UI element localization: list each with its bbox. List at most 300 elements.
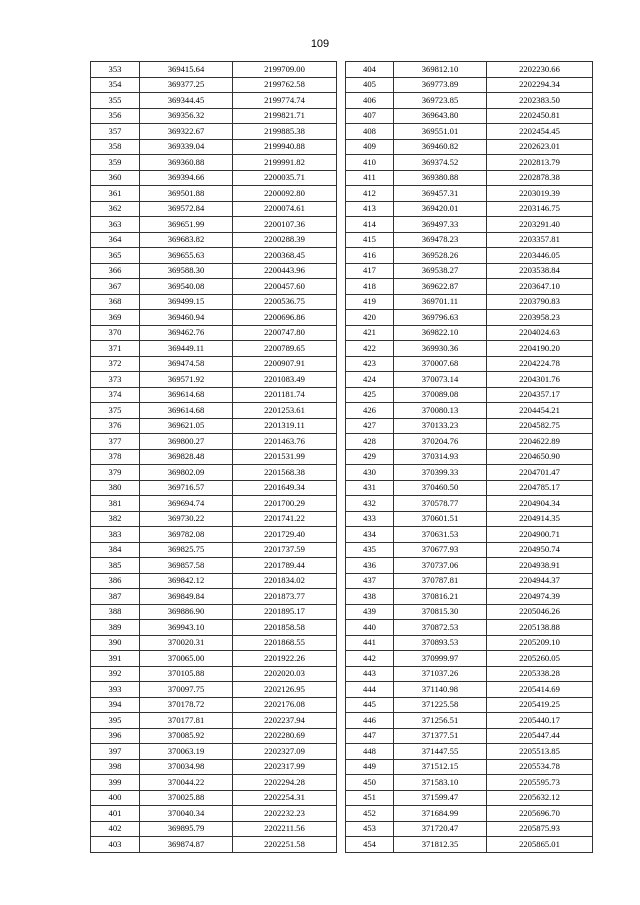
y-coordinate-cell: 2202623.01 xyxy=(487,139,593,155)
y-coordinate-cell: 2202126.95 xyxy=(233,682,337,698)
x-coordinate-cell: 369842.12 xyxy=(140,573,233,589)
x-coordinate-cell: 369694.74 xyxy=(140,496,233,512)
x-coordinate-cell: 371583.10 xyxy=(394,775,487,791)
x-coordinate-cell: 369457.31 xyxy=(394,186,487,202)
table-row xyxy=(91,294,337,310)
y-coordinate-cell: 2204301.76 xyxy=(487,372,593,388)
table-row xyxy=(91,434,337,450)
y-coordinate-cell: 2205209.10 xyxy=(487,635,593,651)
x-coordinate-cell: 369572.84 xyxy=(140,201,233,217)
table-row xyxy=(346,449,593,465)
y-coordinate-cell: 2205138.88 xyxy=(487,620,593,636)
point-number-cell: 366 xyxy=(91,263,140,279)
y-coordinate-cell: 2204224.78 xyxy=(487,356,593,372)
x-coordinate-cell: 369622.87 xyxy=(394,279,487,295)
table-row xyxy=(346,108,593,124)
y-coordinate-cell: 2201568.38 xyxy=(233,465,337,481)
point-number-cell: 417 xyxy=(346,263,394,279)
x-coordinate-cell: 370460.50 xyxy=(394,480,487,496)
point-number-cell: 441 xyxy=(346,635,394,651)
y-coordinate-cell: 2199821.71 xyxy=(233,108,337,124)
x-coordinate-cell: 369497.33 xyxy=(394,217,487,233)
y-coordinate-cell: 2201253.61 xyxy=(233,403,337,419)
point-number-cell: 356 xyxy=(91,108,140,124)
table-row xyxy=(91,728,337,744)
y-coordinate-cell: 2202383.50 xyxy=(487,93,593,109)
table-row xyxy=(91,248,337,264)
x-coordinate-cell: 369344.45 xyxy=(140,93,233,109)
x-coordinate-cell: 371812.35 xyxy=(394,837,487,853)
y-coordinate-cell: 2202232.23 xyxy=(233,806,337,822)
table-row xyxy=(91,263,337,279)
x-coordinate-cell: 370177.81 xyxy=(140,713,233,729)
x-coordinate-cell: 369614.68 xyxy=(140,403,233,419)
table-row xyxy=(91,387,337,403)
y-coordinate-cell: 2205534.78 xyxy=(487,759,593,775)
table-row xyxy=(91,511,337,527)
x-coordinate-cell: 370073.14 xyxy=(394,372,487,388)
x-coordinate-cell: 370097.75 xyxy=(140,682,233,698)
point-number-cell: 368 xyxy=(91,294,140,310)
coordinate-table-left xyxy=(90,61,337,853)
point-number-cell: 437 xyxy=(346,573,394,589)
y-coordinate-cell: 2204582.75 xyxy=(487,418,593,434)
x-coordinate-cell: 369812.10 xyxy=(394,62,487,78)
point-number-cell: 440 xyxy=(346,620,394,636)
table-row xyxy=(346,558,593,574)
x-coordinate-cell: 370020.31 xyxy=(140,635,233,651)
x-coordinate-cell: 369716.57 xyxy=(140,480,233,496)
point-number-cell: 435 xyxy=(346,542,394,558)
x-coordinate-cell: 369322.67 xyxy=(140,124,233,140)
y-coordinate-cell: 2202450.81 xyxy=(487,108,593,124)
point-number-cell: 415 xyxy=(346,232,394,248)
y-coordinate-cell: 2203958.23 xyxy=(487,310,593,326)
point-number-cell: 428 xyxy=(346,434,394,450)
y-coordinate-cell: 2203146.75 xyxy=(487,201,593,217)
y-coordinate-cell: 2203019.39 xyxy=(487,186,593,202)
point-number-cell: 446 xyxy=(346,713,394,729)
table-row xyxy=(346,356,593,372)
y-coordinate-cell: 2202294.28 xyxy=(233,775,337,791)
point-number-cell: 373 xyxy=(91,372,140,388)
coordinate-table-right-body xyxy=(346,62,593,853)
point-number-cell: 380 xyxy=(91,480,140,496)
point-number-cell: 431 xyxy=(346,480,394,496)
point-number-cell: 450 xyxy=(346,775,394,791)
table-row xyxy=(346,837,593,853)
y-coordinate-cell: 2203357.81 xyxy=(487,232,593,248)
table-row xyxy=(346,232,593,248)
x-coordinate-cell: 371599.47 xyxy=(394,790,487,806)
point-number-cell: 454 xyxy=(346,837,394,853)
table-row xyxy=(346,589,593,605)
table-row xyxy=(346,263,593,279)
point-number-cell: 355 xyxy=(91,93,140,109)
x-coordinate-cell: 369380.88 xyxy=(394,170,487,186)
point-number-cell: 420 xyxy=(346,310,394,326)
x-coordinate-cell: 369360.88 xyxy=(140,155,233,171)
table-row xyxy=(346,170,593,186)
point-number-cell: 379 xyxy=(91,465,140,481)
y-coordinate-cell: 2202317.99 xyxy=(233,759,337,775)
table-row xyxy=(91,744,337,760)
point-number-cell: 412 xyxy=(346,186,394,202)
point-number-cell: 395 xyxy=(91,713,140,729)
y-coordinate-cell: 2204701.47 xyxy=(487,465,593,481)
point-number-cell: 408 xyxy=(346,124,394,140)
point-number-cell: 376 xyxy=(91,418,140,434)
y-coordinate-cell: 2204190.20 xyxy=(487,341,593,357)
x-coordinate-cell: 370178.72 xyxy=(140,697,233,713)
y-coordinate-cell: 2205440.17 xyxy=(487,713,593,729)
point-number-cell: 378 xyxy=(91,449,140,465)
point-number-cell: 434 xyxy=(346,527,394,543)
x-coordinate-cell: 369895.79 xyxy=(140,821,233,837)
x-coordinate-cell: 370044.22 xyxy=(140,775,233,791)
point-number-cell: 399 xyxy=(91,775,140,791)
y-coordinate-cell: 2202237.94 xyxy=(233,713,337,729)
table-row xyxy=(346,294,593,310)
point-number-cell: 433 xyxy=(346,511,394,527)
x-coordinate-cell: 369462.76 xyxy=(140,325,233,341)
table-row xyxy=(91,418,337,434)
table-row xyxy=(91,558,337,574)
y-coordinate-cell: 2201895.17 xyxy=(233,604,337,620)
point-number-cell: 357 xyxy=(91,124,140,140)
point-number-cell: 394 xyxy=(91,697,140,713)
table-row xyxy=(346,310,593,326)
point-number-cell: 397 xyxy=(91,744,140,760)
x-coordinate-cell: 369822.10 xyxy=(394,325,487,341)
y-coordinate-cell: 2201463.76 xyxy=(233,434,337,450)
point-number-cell: 359 xyxy=(91,155,140,171)
y-coordinate-cell: 2201649.34 xyxy=(233,480,337,496)
y-coordinate-cell: 2202254.31 xyxy=(233,790,337,806)
table-row xyxy=(91,542,337,558)
y-coordinate-cell: 2201531.99 xyxy=(233,449,337,465)
table-row xyxy=(346,620,593,636)
y-coordinate-cell: 2199709.00 xyxy=(233,62,337,78)
y-coordinate-cell: 2202230.66 xyxy=(487,62,593,78)
point-number-cell: 377 xyxy=(91,434,140,450)
point-number-cell: 416 xyxy=(346,248,394,264)
point-number-cell: 363 xyxy=(91,217,140,233)
x-coordinate-cell: 369643.80 xyxy=(394,108,487,124)
point-number-cell: 432 xyxy=(346,496,394,512)
table-row xyxy=(91,232,337,248)
point-number-cell: 406 xyxy=(346,93,394,109)
y-coordinate-cell: 2200107.36 xyxy=(233,217,337,233)
x-coordinate-cell: 370007.68 xyxy=(394,356,487,372)
y-coordinate-cell: 2199762.58 xyxy=(233,77,337,93)
page-number: 109 xyxy=(310,38,330,50)
y-coordinate-cell: 2199774.74 xyxy=(233,93,337,109)
point-number-cell: 452 xyxy=(346,806,394,822)
point-number-cell: 372 xyxy=(91,356,140,372)
y-coordinate-cell: 2204944.37 xyxy=(487,573,593,589)
table-row xyxy=(91,666,337,682)
y-coordinate-cell: 2205260.05 xyxy=(487,651,593,667)
point-number-cell: 382 xyxy=(91,511,140,527)
y-coordinate-cell: 2201319.11 xyxy=(233,418,337,434)
table-row xyxy=(91,604,337,620)
y-coordinate-cell: 2202280.69 xyxy=(233,728,337,744)
y-coordinate-cell: 2204785.17 xyxy=(487,480,593,496)
x-coordinate-cell: 369374.52 xyxy=(394,155,487,171)
y-coordinate-cell: 2205513.85 xyxy=(487,744,593,760)
x-coordinate-cell: 370677.93 xyxy=(394,542,487,558)
y-coordinate-cell: 2202251.58 xyxy=(233,837,337,853)
point-number-cell: 398 xyxy=(91,759,140,775)
y-coordinate-cell: 2202878.38 xyxy=(487,170,593,186)
point-number-cell: 383 xyxy=(91,527,140,543)
y-coordinate-cell: 2204900.71 xyxy=(487,527,593,543)
x-coordinate-cell: 369802.09 xyxy=(140,465,233,481)
table-row xyxy=(91,465,337,481)
y-coordinate-cell: 2201700.29 xyxy=(233,496,337,512)
table-row xyxy=(91,449,337,465)
table-row xyxy=(346,806,593,822)
table-row xyxy=(346,403,593,419)
y-coordinate-cell: 2200696.86 xyxy=(233,310,337,326)
x-coordinate-cell: 370578.77 xyxy=(394,496,487,512)
table-row xyxy=(346,62,593,78)
point-number-cell: 371 xyxy=(91,341,140,357)
table-row xyxy=(346,651,593,667)
table-row xyxy=(346,325,593,341)
point-number-cell: 419 xyxy=(346,294,394,310)
table-row xyxy=(91,806,337,822)
table-row xyxy=(346,821,593,837)
table-row xyxy=(346,418,593,434)
table-row xyxy=(346,542,593,558)
y-coordinate-cell: 2200536.75 xyxy=(233,294,337,310)
table-row xyxy=(346,604,593,620)
y-coordinate-cell: 2204938.91 xyxy=(487,558,593,574)
y-coordinate-cell: 2205632.12 xyxy=(487,790,593,806)
point-number-cell: 390 xyxy=(91,635,140,651)
x-coordinate-cell: 371140.98 xyxy=(394,682,487,698)
point-number-cell: 360 xyxy=(91,170,140,186)
x-coordinate-cell: 370399.33 xyxy=(394,465,487,481)
y-coordinate-cell: 2204914.35 xyxy=(487,511,593,527)
coordinate-table-left-body xyxy=(91,62,337,853)
point-number-cell: 453 xyxy=(346,821,394,837)
table-row xyxy=(346,279,593,295)
table-row xyxy=(346,697,593,713)
y-coordinate-cell: 2203538.84 xyxy=(487,263,593,279)
x-coordinate-cell: 369474.58 xyxy=(140,356,233,372)
y-coordinate-cell: 2205447.44 xyxy=(487,728,593,744)
table-row xyxy=(346,201,593,217)
y-coordinate-cell: 2202176.08 xyxy=(233,697,337,713)
y-coordinate-cell: 2200443.96 xyxy=(233,263,337,279)
x-coordinate-cell: 369849.84 xyxy=(140,589,233,605)
y-coordinate-cell: 2205414.69 xyxy=(487,682,593,698)
table-row xyxy=(346,527,593,543)
x-coordinate-cell: 370737.06 xyxy=(394,558,487,574)
table-row xyxy=(91,186,337,202)
table-row xyxy=(346,744,593,760)
y-coordinate-cell: 2200035.71 xyxy=(233,170,337,186)
y-coordinate-cell: 2199885.38 xyxy=(233,124,337,140)
point-number-cell: 429 xyxy=(346,449,394,465)
y-coordinate-cell: 2204454.21 xyxy=(487,403,593,419)
table-row xyxy=(346,713,593,729)
point-number-cell: 445 xyxy=(346,697,394,713)
point-number-cell: 442 xyxy=(346,651,394,667)
point-number-cell: 402 xyxy=(91,821,140,837)
x-coordinate-cell: 369874.87 xyxy=(140,837,233,853)
table-row xyxy=(91,713,337,729)
point-number-cell: 418 xyxy=(346,279,394,295)
point-number-cell: 374 xyxy=(91,387,140,403)
y-coordinate-cell: 2200907.91 xyxy=(233,356,337,372)
y-coordinate-cell: 2199940.88 xyxy=(233,139,337,155)
x-coordinate-cell: 370080.13 xyxy=(394,403,487,419)
y-coordinate-cell: 2204650.90 xyxy=(487,449,593,465)
y-coordinate-cell: 2201789.44 xyxy=(233,558,337,574)
table-row xyxy=(346,790,593,806)
y-coordinate-cell: 2205338.28 xyxy=(487,666,593,682)
point-number-cell: 361 xyxy=(91,186,140,202)
y-coordinate-cell: 2201922.26 xyxy=(233,651,337,667)
table-row xyxy=(91,155,337,171)
x-coordinate-cell: 369540.08 xyxy=(140,279,233,295)
point-number-cell: 392 xyxy=(91,666,140,682)
point-number-cell: 404 xyxy=(346,62,394,78)
table-row xyxy=(91,527,337,543)
table-row xyxy=(91,372,337,388)
table-row xyxy=(346,775,593,791)
x-coordinate-cell: 369449.11 xyxy=(140,341,233,357)
x-coordinate-cell: 369528.26 xyxy=(394,248,487,264)
point-number-cell: 425 xyxy=(346,387,394,403)
point-number-cell: 393 xyxy=(91,682,140,698)
y-coordinate-cell: 2205595.73 xyxy=(487,775,593,791)
table-row xyxy=(91,108,337,124)
table-row xyxy=(91,403,337,419)
table-row xyxy=(346,496,593,512)
x-coordinate-cell: 370034.98 xyxy=(140,759,233,775)
point-number-cell: 451 xyxy=(346,790,394,806)
point-number-cell: 401 xyxy=(91,806,140,822)
point-number-cell: 413 xyxy=(346,201,394,217)
y-coordinate-cell: 2201858.58 xyxy=(233,620,337,636)
x-coordinate-cell: 369415.64 xyxy=(140,62,233,78)
y-coordinate-cell: 2200074.61 xyxy=(233,201,337,217)
point-number-cell: 444 xyxy=(346,682,394,698)
y-coordinate-cell: 2205865.01 xyxy=(487,837,593,853)
table-row xyxy=(91,93,337,109)
point-number-cell: 384 xyxy=(91,542,140,558)
x-coordinate-cell: 371377.51 xyxy=(394,728,487,744)
point-number-cell: 400 xyxy=(91,790,140,806)
x-coordinate-cell: 369538.27 xyxy=(394,263,487,279)
point-number-cell: 407 xyxy=(346,108,394,124)
point-number-cell: 391 xyxy=(91,651,140,667)
x-coordinate-cell: 369800.27 xyxy=(140,434,233,450)
table-row xyxy=(91,620,337,636)
y-coordinate-cell: 2201741.22 xyxy=(233,511,337,527)
x-coordinate-cell: 370816.21 xyxy=(394,589,487,605)
y-coordinate-cell: 2204024.63 xyxy=(487,325,593,341)
table-row xyxy=(346,759,593,775)
table-row xyxy=(91,697,337,713)
point-number-cell: 410 xyxy=(346,155,394,171)
x-coordinate-cell: 369377.25 xyxy=(140,77,233,93)
y-coordinate-cell: 2201873.77 xyxy=(233,589,337,605)
x-coordinate-cell: 370872.53 xyxy=(394,620,487,636)
point-number-cell: 436 xyxy=(346,558,394,574)
x-coordinate-cell: 370787.81 xyxy=(394,573,487,589)
x-coordinate-cell: 370314.93 xyxy=(394,449,487,465)
point-number-cell: 443 xyxy=(346,666,394,682)
point-number-cell: 411 xyxy=(346,170,394,186)
table-row xyxy=(91,139,337,155)
x-coordinate-cell: 369394.66 xyxy=(140,170,233,186)
table-row xyxy=(346,341,593,357)
y-coordinate-cell: 2205875.93 xyxy=(487,821,593,837)
table-row xyxy=(346,573,593,589)
table-row xyxy=(91,62,337,78)
y-coordinate-cell: 2200368.45 xyxy=(233,248,337,264)
y-coordinate-cell: 2204904.34 xyxy=(487,496,593,512)
point-number-cell: 381 xyxy=(91,496,140,512)
table-row xyxy=(346,155,593,171)
x-coordinate-cell: 369460.82 xyxy=(394,139,487,155)
x-coordinate-cell: 369614.68 xyxy=(140,387,233,403)
x-coordinate-cell: 371720.47 xyxy=(394,821,487,837)
table-row xyxy=(91,170,337,186)
table-row xyxy=(91,279,337,295)
table-row xyxy=(346,93,593,109)
table-row xyxy=(346,77,593,93)
x-coordinate-cell: 370063.19 xyxy=(140,744,233,760)
coordinate-table-right xyxy=(345,61,593,853)
y-coordinate-cell: 2203446.05 xyxy=(487,248,593,264)
x-coordinate-cell: 370089.08 xyxy=(394,387,487,403)
table-row xyxy=(346,480,593,496)
table-row xyxy=(346,387,593,403)
point-number-cell: 423 xyxy=(346,356,394,372)
table-row xyxy=(91,837,337,853)
point-number-cell: 405 xyxy=(346,77,394,93)
x-coordinate-cell: 369730.22 xyxy=(140,511,233,527)
table-row xyxy=(91,310,337,326)
y-coordinate-cell: 2201868.55 xyxy=(233,635,337,651)
y-coordinate-cell: 2203790.83 xyxy=(487,294,593,310)
x-coordinate-cell: 371684.99 xyxy=(394,806,487,822)
x-coordinate-cell: 369621.05 xyxy=(140,418,233,434)
table-row xyxy=(91,496,337,512)
table-row xyxy=(91,759,337,775)
x-coordinate-cell: 369943.10 xyxy=(140,620,233,636)
y-coordinate-cell: 2202327.09 xyxy=(233,744,337,760)
table-row xyxy=(91,651,337,667)
y-coordinate-cell: 2202294.34 xyxy=(487,77,593,93)
y-coordinate-cell: 2200747.80 xyxy=(233,325,337,341)
x-coordinate-cell: 369723.85 xyxy=(394,93,487,109)
x-coordinate-cell: 371447.55 xyxy=(394,744,487,760)
x-coordinate-cell: 370085.92 xyxy=(140,728,233,744)
point-number-cell: 438 xyxy=(346,589,394,605)
x-coordinate-cell: 369886.90 xyxy=(140,604,233,620)
y-coordinate-cell: 2204622.89 xyxy=(487,434,593,450)
x-coordinate-cell: 369588.30 xyxy=(140,263,233,279)
table-row xyxy=(346,217,593,233)
